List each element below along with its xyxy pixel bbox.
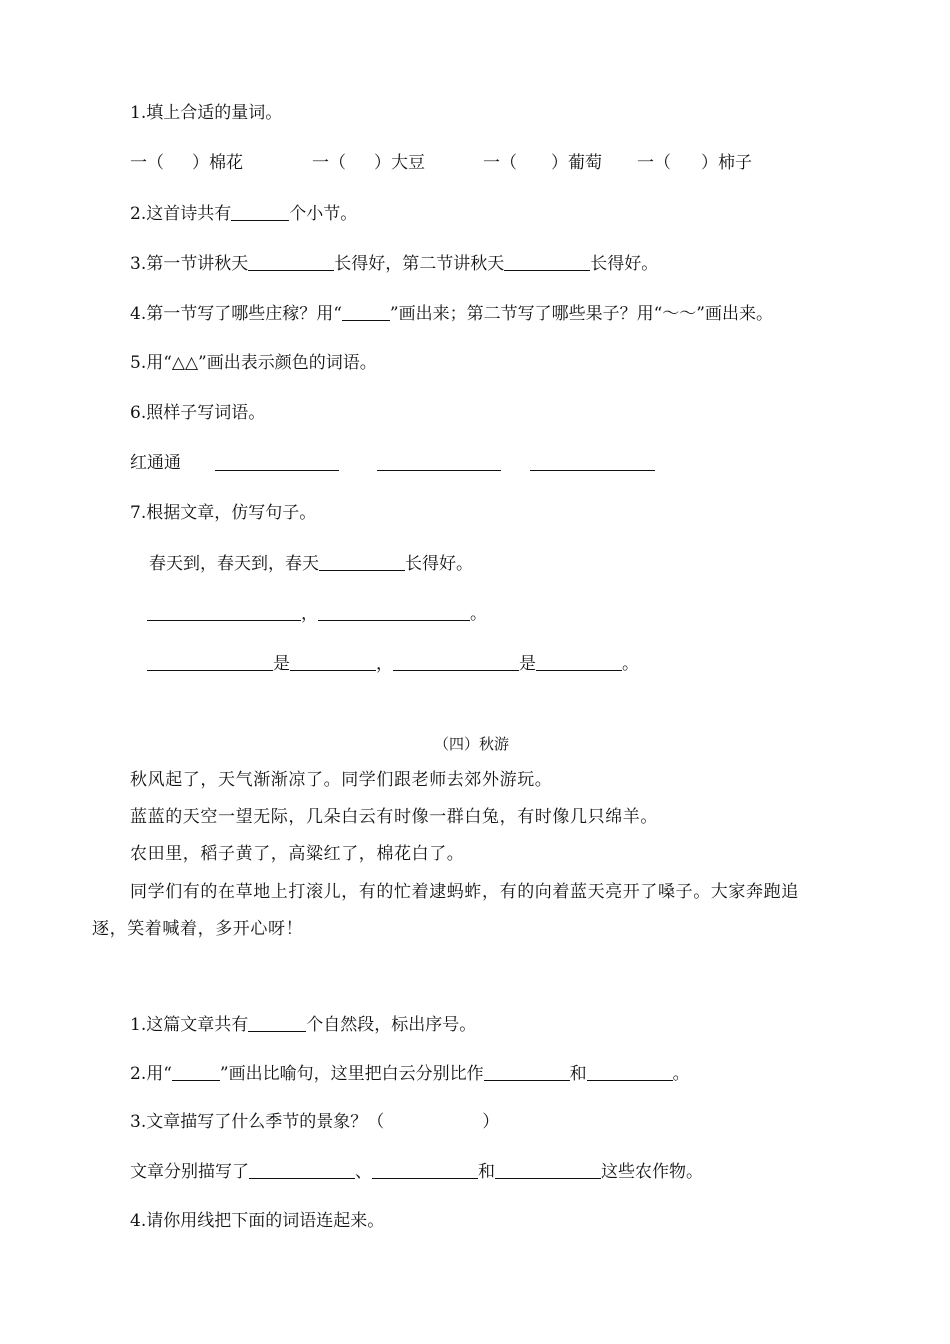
answer-blank[interactable] [377, 452, 501, 475]
answer-blank[interactable] [484, 1062, 570, 1081]
answer-blank[interactable] [587, 1062, 673, 1081]
answer-blank[interactable] [248, 252, 334, 271]
punctuation: ， [376, 654, 393, 674]
underline-mark [342, 302, 390, 321]
question-7-sentence [149, 552, 473, 575]
answer-blank[interactable] [231, 202, 289, 221]
question-6-example [130, 452, 181, 474]
question-text: 3.第一节讲秋天 [130, 254, 249, 274]
item-prefix: 一（ [637, 153, 671, 173]
answer-blank[interactable] [319, 552, 405, 571]
question-text: 个自然段，标出序号。 [306, 1015, 477, 1035]
question-text: 长得好。 [590, 254, 659, 274]
passage-paragraph-2: 蓝蓝的天空一望无际，几朵白云有时像一群白兔，有时像几只绵羊。 [130, 807, 658, 827]
question-1: 1.填上合适的量词。 [130, 103, 283, 123]
question-5: 5.用“△△”画出表示颜色的词语。 [130, 353, 377, 373]
passage-paragraph-3: 农田里，稻子黄了，高粱红了，棉花白了。 [130, 844, 465, 864]
question-text: 和 [569, 1064, 587, 1084]
answer-blank[interactable] [215, 452, 339, 475]
punctuation: 。 [470, 604, 487, 624]
punctuation: 、 [355, 1162, 372, 1182]
underline-mark [172, 1062, 220, 1081]
question-text: 这些农作物。 [601, 1162, 703, 1182]
answer-blank[interactable] [147, 602, 301, 621]
question-text: 4.第一节写了哪些庄稼？用“ [130, 304, 342, 324]
section-title: （四）秋游 [434, 735, 510, 753]
answer-blank[interactable] [393, 652, 519, 671]
s4-question-3b [130, 1160, 703, 1183]
question-text: 个小节。 [289, 204, 358, 224]
question-text: 1.这篇文章共有 [130, 1015, 249, 1035]
question-text: ） [482, 1112, 500, 1132]
sentence-text: 长得好。 [405, 554, 473, 574]
question-7: 7.根据文章，仿写句子。 [130, 503, 317, 523]
question-text: ”画出来；第二节写了哪些果子？用“～～”画出来。 [389, 304, 773, 324]
question-2 [130, 202, 357, 225]
answer-blank[interactable] [147, 652, 273, 671]
question-text: 和 [478, 1162, 495, 1182]
question-text: 3.文章描写了什么季节的景象？（ [130, 1112, 385, 1132]
question-text: ”画出比喻句，这里把白云分别比作 [219, 1064, 484, 1084]
measure-word-item-4 [637, 152, 752, 174]
s4-question-2 [130, 1062, 690, 1085]
s4-question-1 [130, 1013, 476, 1036]
measure-word-item-1 [130, 152, 243, 174]
sentence-text: 是 [519, 654, 536, 674]
punctuation: ， [301, 604, 318, 624]
answer-blank[interactable] [536, 652, 622, 671]
question-6: 6.照样子写词语。 [130, 403, 266, 423]
item-prefix: 一（ [312, 153, 346, 173]
passage-paragraph-4: 同学们有的在草地上打滚儿，有的忙着逮蚂蚱，有的向着蓝天亮开了嗓子。大家奔跑追 [130, 882, 799, 902]
answer-blank[interactable] [249, 1160, 355, 1179]
answer-blank[interactable] [504, 252, 590, 271]
item-prefix: 一（ [130, 153, 164, 173]
question-3 [130, 252, 658, 275]
item-suffix: ）棉花 [192, 153, 243, 173]
answer-blank[interactable] [372, 1160, 478, 1179]
answer-blank[interactable] [495, 1160, 601, 1179]
question-7-line-1 [147, 602, 487, 625]
item-suffix: ）葡萄 [551, 153, 602, 173]
s4-question-4: 4.请你用线把下面的词语连起来。 [130, 1211, 385, 1231]
example-word: 红通通 [130, 453, 181, 473]
answer-blank[interactable] [248, 1013, 306, 1032]
question-text: 2.用“ [130, 1064, 172, 1084]
question-text: 文章分别描写了 [130, 1162, 249, 1182]
answer-blank[interactable] [530, 452, 655, 475]
item-suffix: ）大豆 [374, 153, 425, 173]
question-7-line-2 [147, 652, 639, 675]
passage-paragraph-4-cont: 逐，笑着喊着，多开心呀！ [92, 919, 304, 939]
measure-word-item-2 [312, 152, 425, 174]
answer-blank[interactable] [318, 602, 470, 621]
question-4 [130, 302, 773, 325]
measure-word-item-3 [483, 152, 602, 174]
passage-paragraph-1: 秋风起了，天气渐渐凉了。同学们跟老师去郊外游玩。 [130, 770, 553, 790]
item-prefix: 一（ [483, 153, 517, 173]
punctuation: 。 [622, 654, 639, 674]
question-text: 2.这首诗共有 [130, 204, 232, 224]
sentence-text: 是 [273, 654, 290, 674]
question-text: 。 [672, 1064, 690, 1084]
question-text: 长得好，第二节讲秋天 [334, 254, 505, 274]
answer-blank[interactable] [290, 652, 376, 671]
s4-question-3 [130, 1111, 499, 1133]
item-suffix: ）柿子 [701, 153, 752, 173]
sentence-text: 春天到，春天到，春天 [149, 554, 319, 574]
